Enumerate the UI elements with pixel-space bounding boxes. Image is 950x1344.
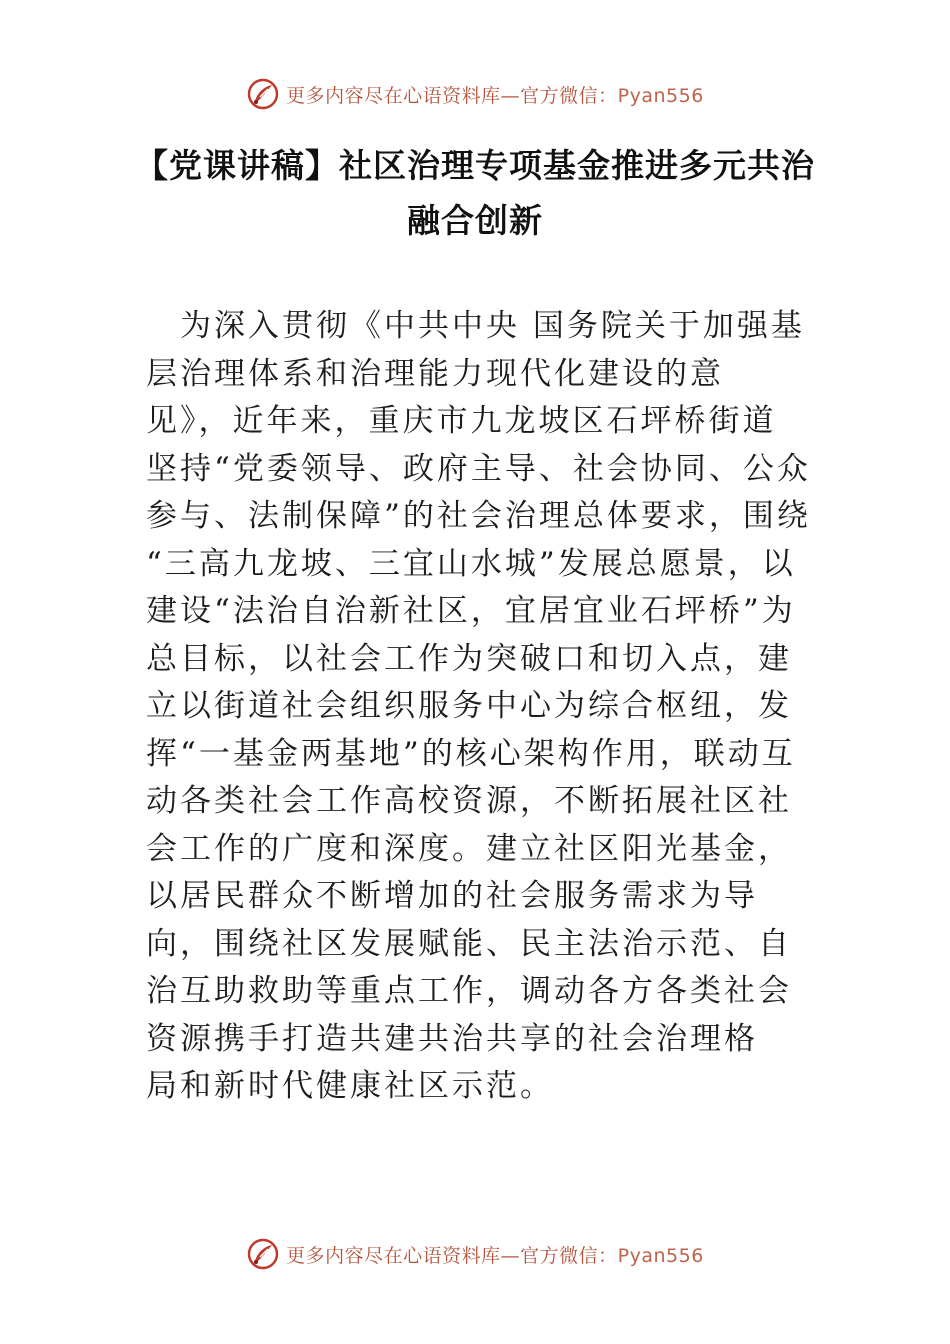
body-line: 层治理体系和治理能力现代化建设的意	[146, 355, 724, 392]
body-line: 资源携手打造共建共治共享的社会治理格	[146, 1020, 758, 1057]
brand-logo-icon	[246, 77, 280, 111]
watermark-account: Pyan556	[617, 1244, 704, 1267]
watermark-label: 更多内容尽在心语资料库—官方微信：	[286, 84, 618, 107]
body-line: 动各类社会工作高校资源，不断拓展社区社	[146, 783, 792, 819]
body-line: 局和新时代健康社区示范。	[146, 1068, 554, 1104]
title-line-2: 融合创新	[407, 201, 543, 240]
body-line: “三高九龙坡、三宜山水城”发展总愿景，以	[146, 545, 796, 582]
body-line: 参与、法制保障”的社会治理总体要求，围绕	[146, 498, 811, 534]
body-line: 坚持“党委领导、政府主导、社会协同、公众	[146, 450, 811, 487]
title-line-1: 【党课讲稿】社区治理专项基金推进多元共治	[135, 146, 815, 185]
watermark-text	[286, 1241, 704, 1268]
footer-watermark	[0, 1232, 950, 1276]
watermark-label: 更多内容尽在心语资料库—官方微信：	[286, 1244, 618, 1267]
body-line: 以居民群众不断增加的社会服务需求为导	[146, 878, 758, 914]
header-watermark	[0, 72, 950, 116]
body-line: 挥“一基金两基地”的核心架构作用，联动互	[146, 735, 796, 772]
body-line: 向，围绕社区发展赋能、民主法治示范、自	[146, 925, 792, 962]
body-line: 立以街道社会组织服务中心为综合枢纽，发	[146, 688, 792, 724]
body-paragraph	[146, 303, 811, 1111]
page-title	[60, 138, 890, 248]
body-line: 会工作的广度和深度。建立社区阳光基金，	[146, 830, 792, 867]
watermark-text	[286, 81, 704, 108]
body-line: 总目标，以社会工作为突破口和切入点，建	[146, 640, 792, 677]
brand-logo-icon	[246, 1237, 280, 1271]
body-line: 见》，近年来，重庆市九龙坡区石坪桥街道	[146, 403, 777, 439]
watermark-account: Pyan556	[617, 84, 704, 107]
body-line: 治互助救助等重点工作，调动各方各类社会	[146, 973, 792, 1009]
body-line: 建设“法治自治新社区，宜居宜业石坪桥”为	[146, 593, 796, 629]
body-line: 为深入贯彻《中共中央 国务院关于加强基	[146, 308, 805, 344]
